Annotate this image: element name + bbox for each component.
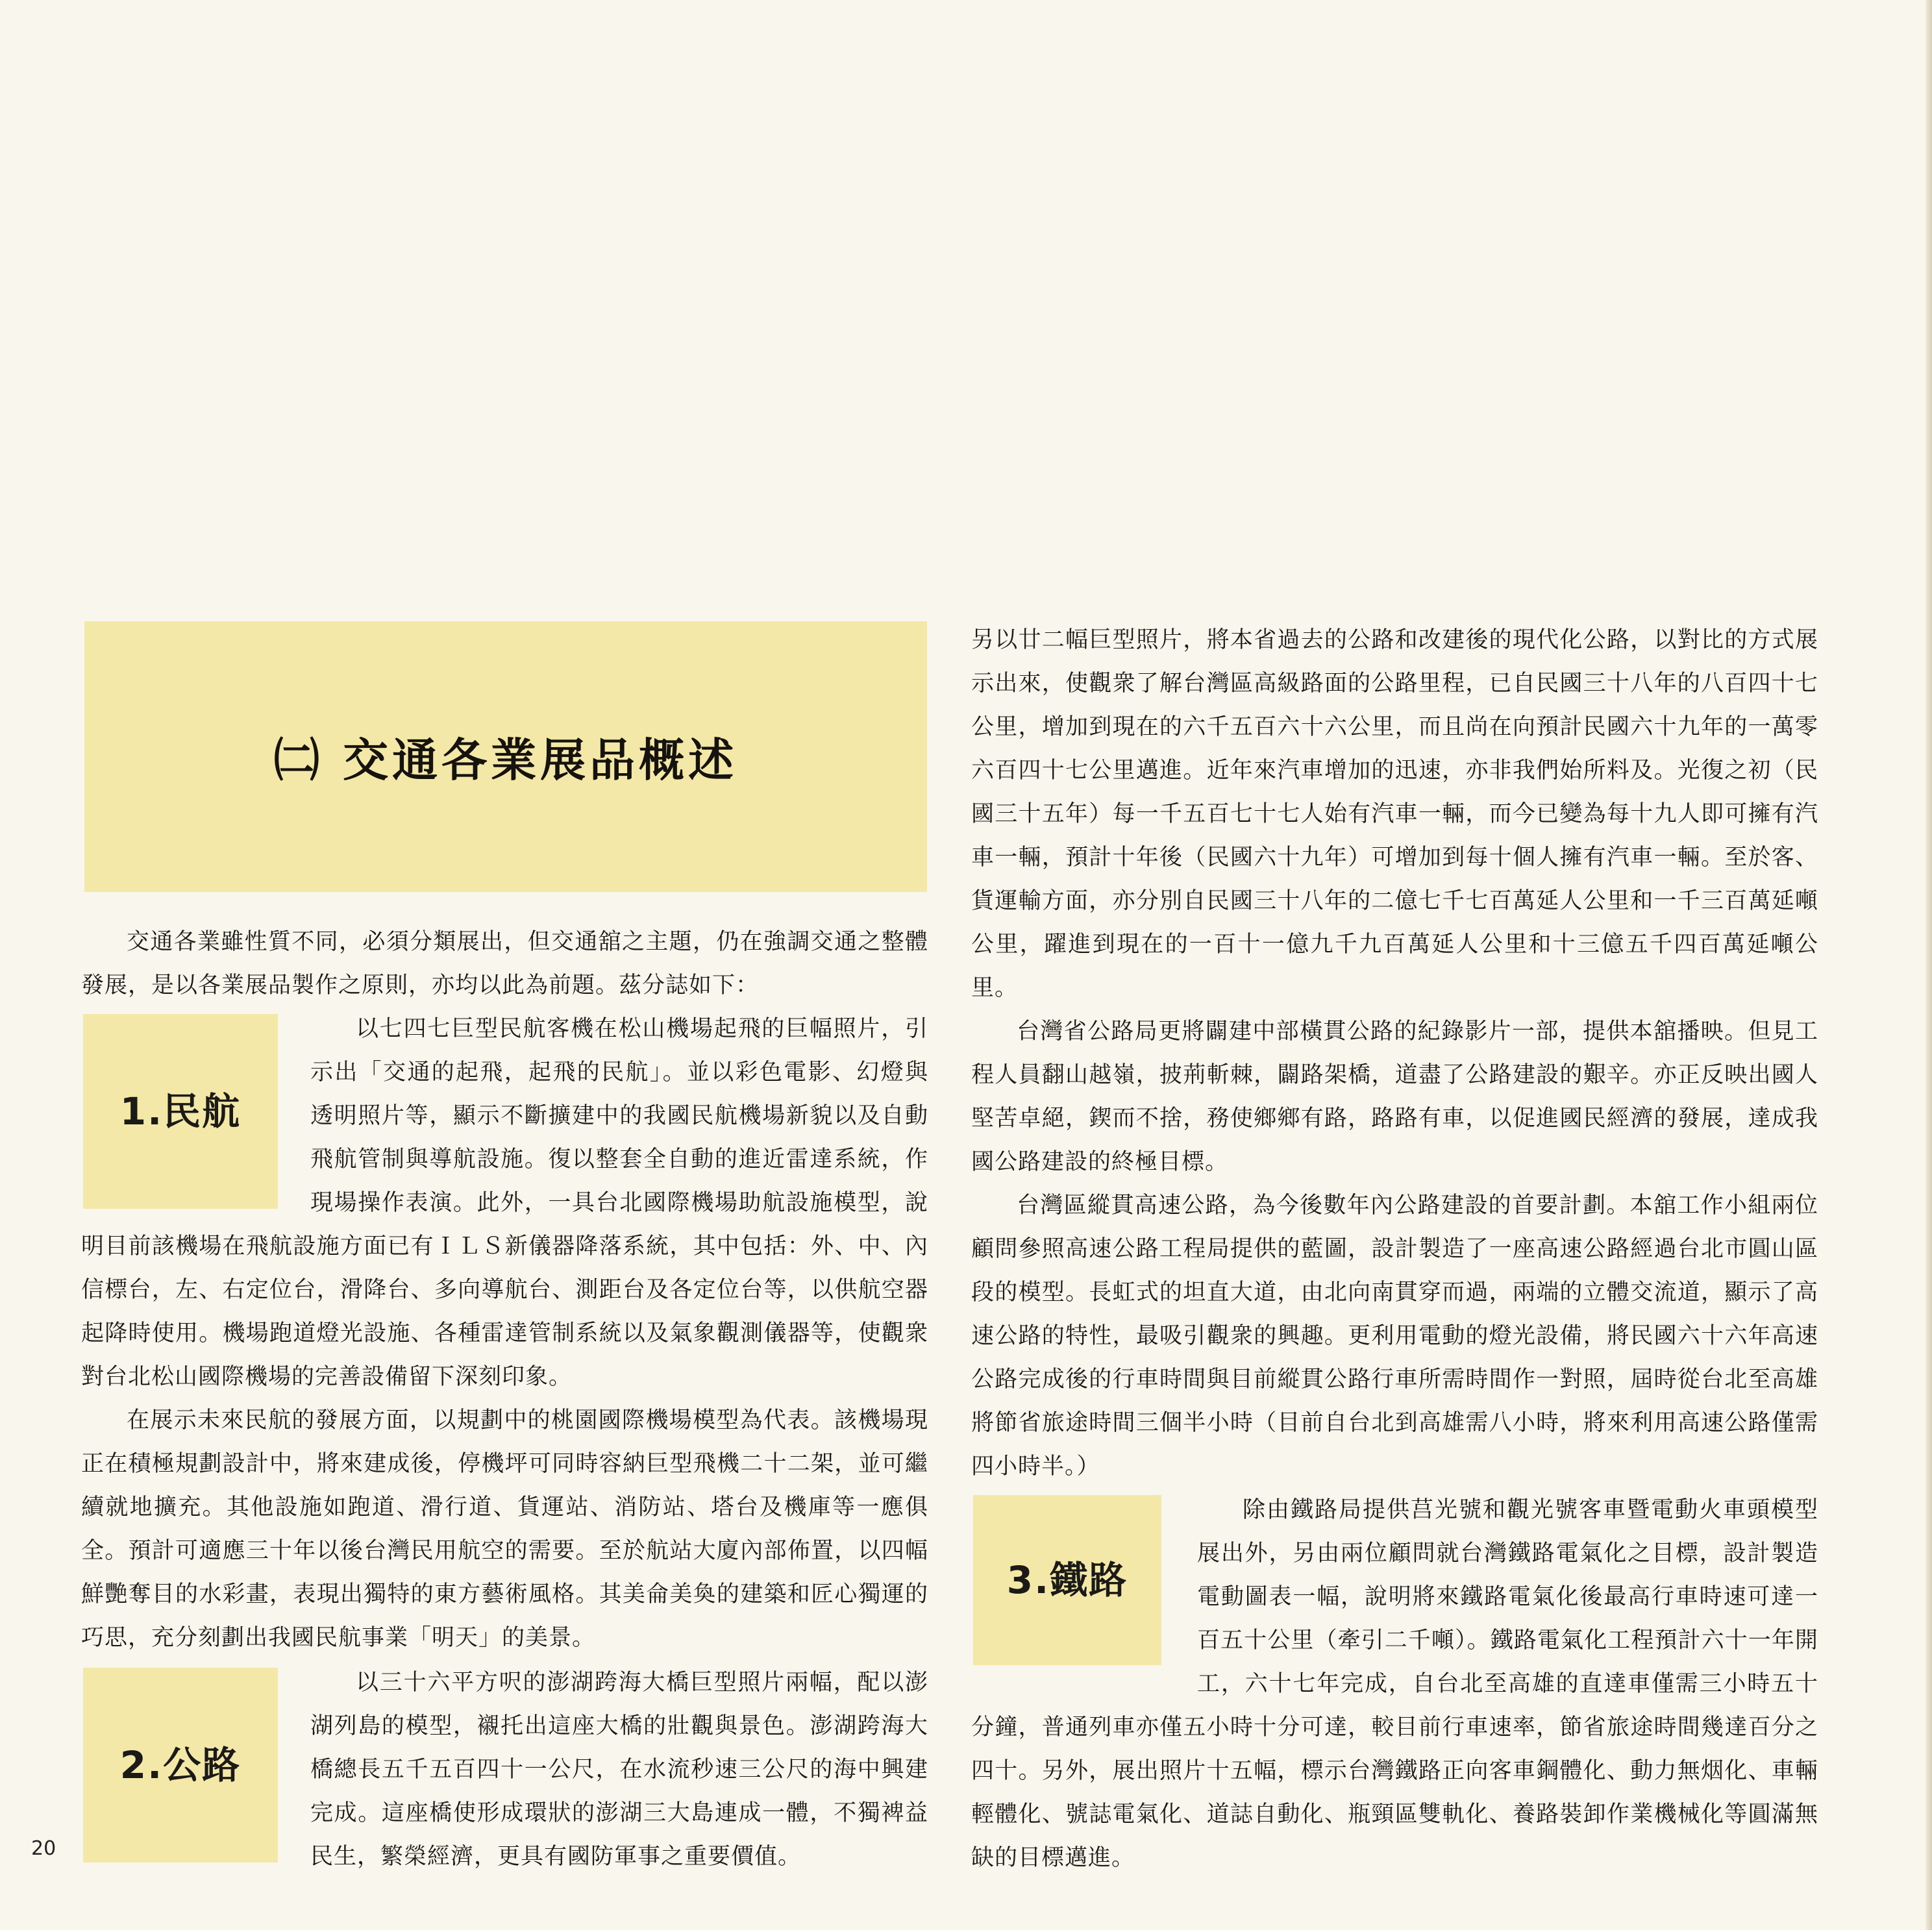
page-number: 20	[31, 1837, 56, 1860]
section-label-railway	[973, 1495, 1161, 1665]
page-edge	[1926, 0, 1932, 1930]
right-column	[971, 619, 1818, 1881]
page-title: ㈡ 交通各業展品概述	[273, 734, 738, 787]
highway-paragraph-3: 台灣省公路局更將闢建中部橫貫公路的紀錄影片一部，提供本舘播映。但見工程人員翻山越嶺，披荊斬棘，闢路架橋，道盡了公路建設的艱辛。亦正反映出國人堅苦卓絕，鍥而不捨，務使鄉鄉有路，路路有車，以促進國民經濟的發展，達成我國公路建設的終極目標。	[971, 1019, 1818, 1175]
intro-paragraph: 交通各業雖性質不同，必須分類展出，但交通舘之主題，仍在強調交通之整體發展，是以各業展品製作之原則，亦均以此為前題。茲分誌如下：	[81, 929, 928, 998]
section-heading-highway: 2.公路	[119, 1742, 242, 1787]
section-label-aviation	[83, 1014, 278, 1209]
aviation-paragraph-2: 在展示未來民航的發展方面，以規劃中的桃園國際機場模型為代表。該機場現正在積極規劃設計中，將來建成後，停機坪可同時容納巨型飛機二十二架，並可繼續就地擴充。其他設施如跑道、滑行道、貨運站、消防站、塔台及機庫等一應俱全。預計可適應三十年以後台灣民用航空的需要。至於航站大廈內部佈置，以四幅鮮艷奪目的水彩畫，表現出獨特的東方藝術風格。其美侖美奐的建築和匠心獨運的巧思，充分刻劃出我國民航事業「明天」的美景。	[81, 1407, 928, 1651]
aviation-paragraph-1: 以七四七巨型民航客機在松山機場起飛的巨幅照片，引示出「交通的起飛，起飛的民航」。並以彩色電影、幻燈與透明照片等，顯示不斷擴建中的我國民航機場新貌以及自動飛航管制與導航設施。復以整套全自動的進近雷達系統，作現場操作表演。此外，一具台北國際機場助航設施模型，說明目前該機場在飛航設施方面已有ＩＬＳ新儀器降落系統，其中包括：外、中、內信標台，左、右定位台，滑降台、多向導航台、測距台及各定位台等，以供航空器起降時使用。機場跑道燈光設施、各種雷達管制系統以及氣象觀測儀器等，使觀衆對台北松山國際機場的完善設備留下深刻印象。	[81, 1016, 928, 1390]
section-highway	[81, 1661, 928, 1879]
section-heading-aviation: 1.民航	[119, 1089, 242, 1133]
section-aviation	[81, 1008, 928, 1660]
highway-paragraph-4: 台灣區縱貫高速公路，為今後數年內公路建設的首要計劃。本舘工作小組兩位顧問參照高速公路工程局提供的藍圖，設計製造了一座高速公路經過台北市圓山區段的模型。長虹式的坦直大道，由北向南貫穿而過，兩端的立體交流道，顯示了高速公路的特性，最吸引觀衆的興趣。更利用電動的燈光設備，將民國六十六年高速公路完成後的行車時間與目前縱貫公路行車所需時間作一對照，屆時從台北至高雄將節省旅途時間三個半小時（目前自台北到高雄需八小時，將來利用高速公路僅需四小時半。）	[971, 1193, 1818, 1479]
left-column	[81, 921, 928, 1880]
section-label-highway	[83, 1668, 278, 1862]
title-box	[84, 621, 927, 892]
section-heading-railway: 3.鐵路	[1006, 1557, 1128, 1602]
highway-paragraph-1: 以三十六平方呎的澎湖跨海大橋巨型照片兩幅，配以澎湖列島的模型，襯托出這座大橋的壯觀與景色。澎湖跨海大橋總長五千五百四十一公尺，在水流秒速三公尺的海中興建完成。這座橋使形成環狀的澎湖三大島連成一體，不獨裨益民生，繁榮經濟，更具有國防軍事之重要價值。	[310, 1670, 928, 1870]
highway-paragraph-2: 另以廿二幅巨型照片，將本省過去的公路和改建後的現代化公路，以對比的方式展示出來，使觀衆了解台灣區高級路面的公路里程，已自民國三十八年的八百四十七公里，增加到現在的六千五百六十六公里，而且尚在向預計民國六十九年的一萬零六百四十七公里邁進。近年來汽車增加的迅速，亦非我們始所料及。光復之初（民國三十五年）每一千五百七十七人始有汽車一輛，而今已變為每十九人即可擁有汽車一輛，預計十年後（民國六十九年）可增加到每十個人擁有汽車一輛。至於客、貨運輸方面，亦分別自民國三十八年的二億七千七百萬延人公里和一千三百萬延噸公里，躍進到現在的一百十一億九千九百萬延人公里和十三億五千四百萬延噸公里。	[971, 627, 1818, 1001]
section-railway	[971, 1489, 1818, 1880]
railway-paragraph-1: 除由鐵路局提供莒光號和觀光號客車暨電動火車頭模型展出外，另由兩位顧問就台灣鐵路電氣化之目標，設計製造電動圖表一幅，說明將來鐵路電氣化後最高行車時速可達一百五十公里（牽引二千噸）。鐵路電氣化工程預計六十一年開工，六十七年完成，自台北至高雄的直達車僅需三小時五十分鐘，普通列車亦僅五小時十分可達，較目前行車速率，節省旅途時間幾達百分之四十。另外，展出照片十五幅，標示台灣鐵路正向客車鋼體化、動力無烟化、車輛輕體化、號誌電氣化、道誌自動化、瓶頸區雙軌化、養路裝卸作業機械化等圓滿無缺的目標邁進。	[971, 1497, 1818, 1871]
